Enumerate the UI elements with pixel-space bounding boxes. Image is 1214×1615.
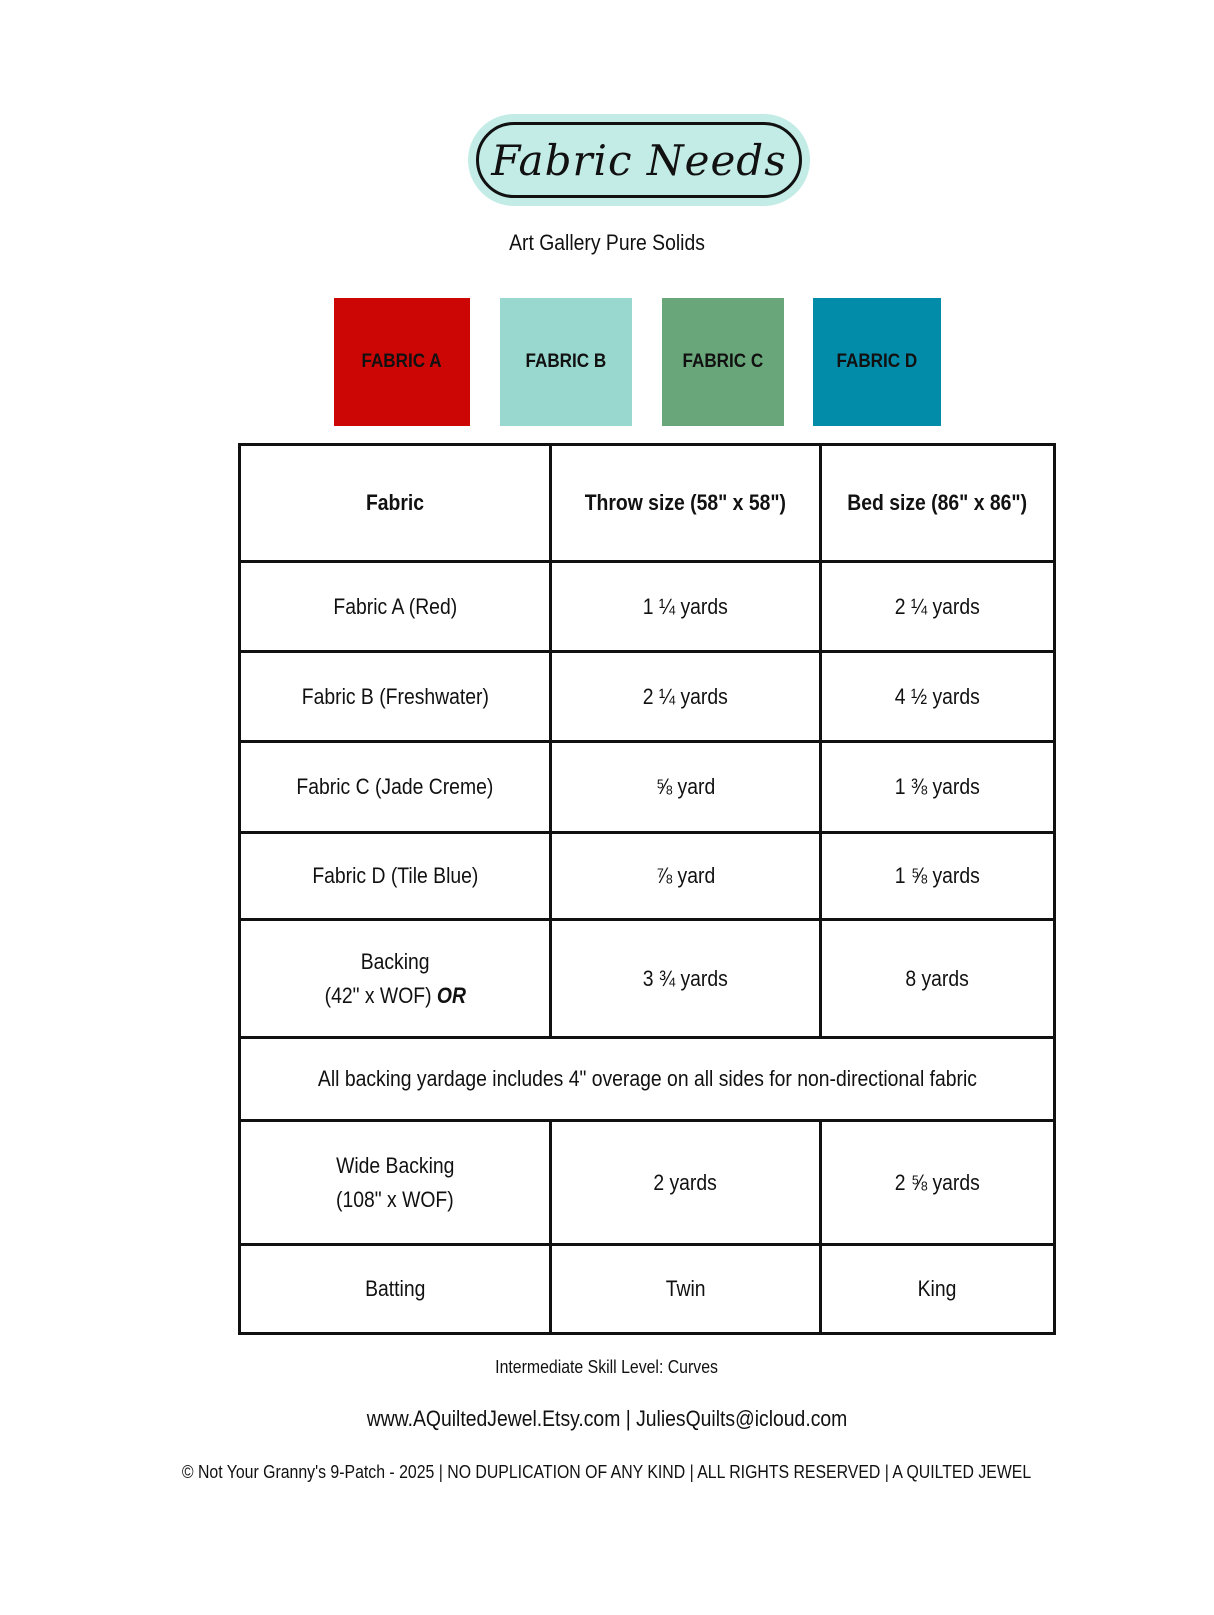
swatch-fabric-b	[500, 298, 632, 426]
contact-line: www.AQuiltedJewel.Etsy.com | JuliesQuilts@icloud.com	[366, 1406, 848, 1431]
header-throw: Throw size (58" x 58")	[551, 445, 821, 562]
cell-throw: 2 ¼ yards	[551, 652, 821, 742]
table-row-backing	[240, 920, 1055, 1038]
cell-fabric: Fabric D (Tile Blue)	[240, 833, 551, 920]
header-bed: Bed size (86" x 86")	[821, 445, 1055, 562]
cell-bed: 1 ⅜ yards	[821, 742, 1055, 833]
table-row	[240, 652, 1055, 742]
swatch-label: FABRIC B	[525, 351, 607, 372]
cell-bed: 4 ½ yards	[821, 652, 1055, 742]
cell-bed: 1 ⅝ yards	[821, 833, 1055, 920]
swatch-fabric-a	[334, 298, 470, 426]
cell-throw: ⅝ yard	[551, 742, 821, 833]
table-row-wide-backing	[240, 1121, 1055, 1245]
cell-throw: 3 ¾ yards	[551, 920, 821, 1038]
table-row	[240, 562, 1055, 652]
cell-bed: 8 yards	[821, 920, 1055, 1038]
swatch-fabric-d	[813, 298, 941, 426]
cell-fabric: Backing (42" x WOF) OR	[240, 920, 551, 1038]
skill-level: Intermediate Skill Level: Curves	[495, 1357, 719, 1377]
fabric-needs-table	[238, 443, 1056, 1335]
cell-fabric: Batting	[240, 1245, 551, 1334]
title-badge	[468, 114, 810, 206]
cell-throw: 1 ¼ yards	[551, 562, 821, 652]
header-fabric: Fabric	[240, 445, 551, 562]
or-emphasis: OR	[436, 982, 466, 1008]
backing-note: All backing yardage includes 4" overage on all sides for non-directional fabric	[240, 1038, 1055, 1121]
swatch-label: FABRIC D	[836, 351, 918, 372]
cell-throw: ⅞ yard	[551, 833, 821, 920]
cell-throw: Twin	[551, 1245, 821, 1334]
cell-fabric: Fabric A (Red)	[240, 562, 551, 652]
table-row-batting	[240, 1245, 1055, 1334]
cell-bed: 2 ⅝ yards	[821, 1121, 1055, 1245]
cell-bed: 2 ¼ yards	[821, 562, 1055, 652]
table-row	[240, 742, 1055, 833]
subtitle: Art Gallery Pure Solids	[509, 230, 705, 255]
swatch-label: FABRIC C	[682, 351, 764, 372]
table-note-row	[240, 1038, 1055, 1121]
cell-bed: King	[821, 1245, 1055, 1334]
cell-fabric: Fabric C (Jade Creme)	[240, 742, 551, 833]
cell-fabric: Wide Backing (108" x WOF)	[240, 1121, 551, 1245]
copyright-footer: © Not Your Granny's 9-Patch - 2025 | NO DUPLICATION OF ANY KIND | ALL RIGHTS RESERVED | A QUILTED JEWEL	[182, 1462, 1032, 1482]
table-header-row	[240, 445, 1055, 562]
swatch-fabric-c	[662, 298, 784, 426]
swatch-label: FABRIC A	[361, 351, 443, 372]
cell-fabric: Fabric B (Freshwater)	[240, 652, 551, 742]
page-title: Fabric Needs	[476, 122, 802, 198]
table-row	[240, 833, 1055, 920]
cell-throw: 2 yards	[551, 1121, 821, 1245]
